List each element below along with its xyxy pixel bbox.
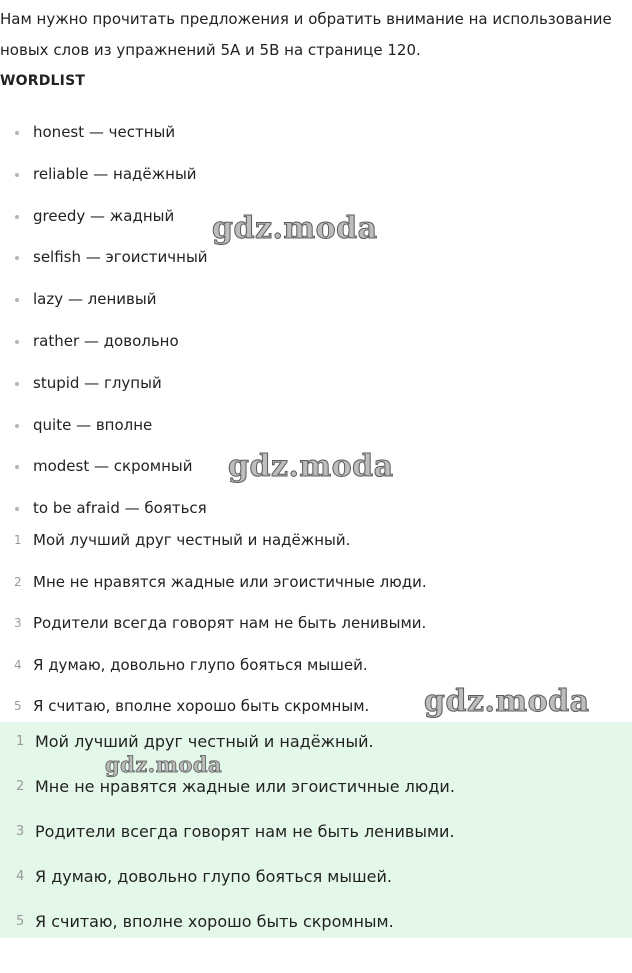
wordlist-item: rather — довольно bbox=[0, 331, 625, 373]
sentence-number: 4 bbox=[14, 657, 22, 672]
sentence-number: 2 bbox=[14, 574, 22, 589]
answer-item bbox=[0, 912, 620, 957]
answer-box bbox=[0, 722, 632, 938]
watermark: gdz.moda bbox=[424, 684, 590, 719]
answer-item bbox=[0, 777, 620, 822]
watermark: gdz.moda bbox=[105, 752, 223, 777]
answer-item bbox=[0, 822, 620, 867]
answer-text: Мне не нравятся жадные или эгоистичные люди. bbox=[35, 777, 455, 796]
sentence-text: Я считаю, вполне хорошо быть скромным. bbox=[33, 697, 370, 715]
wordlist-item: greedy — жадный bbox=[0, 206, 625, 248]
sentence-text: Мне не нравятся жадные или эгоистичные люди. bbox=[33, 572, 427, 591]
watermark: gdz.moda bbox=[228, 449, 394, 484]
wordlist-item: selfish — эгоистичный bbox=[0, 247, 625, 289]
wordlist-item: stupid — глупый bbox=[0, 373, 625, 415]
sentence-text: Родители всегда говорят нам не быть ленивыми. bbox=[33, 614, 427, 632]
answer-number: 1 bbox=[16, 734, 25, 749]
answer-item bbox=[0, 867, 620, 912]
wordlist-item: reliable — надёжный bbox=[0, 164, 625, 206]
answer-text: Родители всегда говорят нам не быть ленивыми. bbox=[35, 822, 455, 841]
sentence-number: 1 bbox=[14, 533, 22, 547]
wordlist-heading: WORDLIST bbox=[0, 73, 86, 89]
wordlist-item: quite — вполне bbox=[0, 415, 625, 457]
sentence-item bbox=[0, 572, 625, 614]
wordlist-item: to be afraid — бояться bbox=[0, 498, 625, 540]
answer-number: 4 bbox=[16, 869, 25, 884]
wordlist-item: honest — честный bbox=[0, 122, 625, 164]
answer-text: Я считаю, вполне хорошо быть скромным. bbox=[35, 912, 394, 931]
answer-number: 5 bbox=[16, 914, 25, 929]
wordlist-item: lazy — ленивый bbox=[0, 289, 625, 331]
answer-number: 3 bbox=[16, 824, 25, 839]
sentence-item bbox=[0, 613, 625, 655]
sentence-item bbox=[0, 530, 625, 572]
answer-text: Мой лучший друг честный и надёжный. bbox=[35, 732, 374, 751]
answer-number: 2 bbox=[16, 779, 25, 794]
answer-list bbox=[0, 732, 620, 957]
answer-item bbox=[0, 732, 620, 777]
intro-paragraph: Нам нужно прочитать предложения и обратить внимание на использование новых слов из упражнений 5А и 5В на странице 120. bbox=[0, 10, 612, 59]
sentence-number: 5 bbox=[14, 699, 22, 713]
sentence-text: Я думаю, довольно глупо бояться мышей. bbox=[33, 655, 368, 674]
watermark: gdz.moda bbox=[212, 211, 378, 246]
wordlist-item: modest — скромный bbox=[0, 456, 625, 498]
sentence-number: 3 bbox=[14, 616, 22, 630]
answer-text: Я думаю, довольно глупо бояться мышей. bbox=[35, 867, 392, 886]
sentence-text: Мой лучший друг честный и надёжный. bbox=[33, 531, 351, 549]
